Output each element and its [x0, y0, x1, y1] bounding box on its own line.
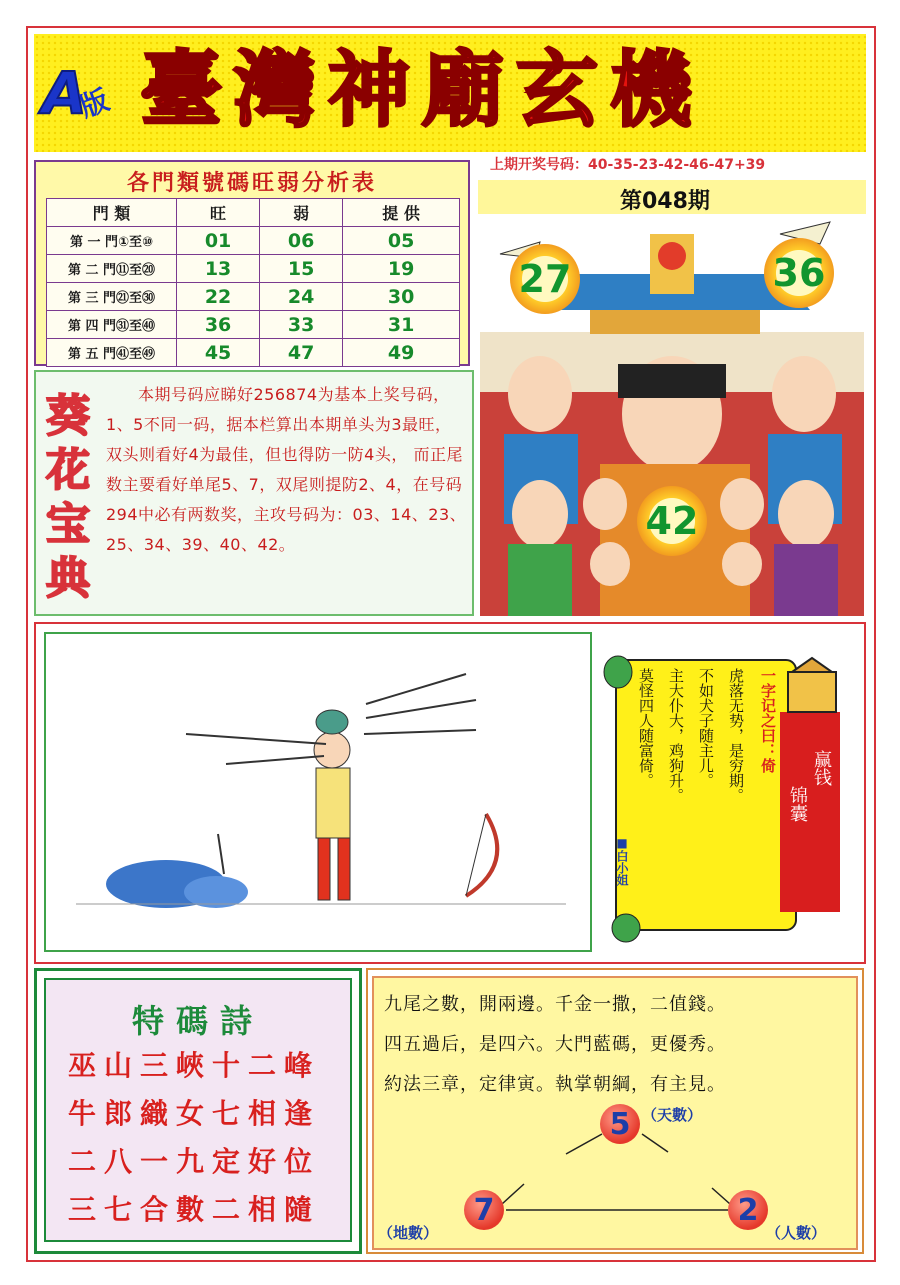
scroll-title: 一字记之曰：倚	[759, 668, 777, 773]
badge-letter: A	[42, 59, 87, 127]
poem-line: 巫山三峽十二峰	[68, 1049, 321, 1082]
wang-cell: 22	[177, 283, 260, 311]
number-ball-center: 42	[637, 486, 707, 556]
scroll-col2: 不如犬子随主儿。	[697, 668, 715, 788]
verse-line: 約法三章，定律寅。執掌朝綱，有主見。	[384, 1074, 726, 1095]
ti-cell: 49	[343, 339, 460, 367]
scroll-col3: 主大仆大，鸡狗升。	[667, 668, 685, 803]
table-row	[47, 311, 460, 339]
wang-cell: 36	[177, 311, 260, 339]
door-cell: 第 四 門㉛至㊵	[47, 311, 177, 339]
verse-box	[372, 976, 858, 1250]
page-title: 臺灣神廟玄機	[140, 42, 705, 138]
poem-title: 特碼詩	[131, 1002, 264, 1040]
ruo-cell: 47	[260, 339, 343, 367]
door-cell: 第 二 門⑪至⑳	[47, 255, 177, 283]
number-ball-left: 27	[510, 244, 580, 314]
col-header: 提 供	[343, 199, 460, 227]
number-ball-man: 2	[728, 1190, 768, 1230]
number-ball-right: 36	[764, 238, 834, 308]
wang-cell: 45	[177, 339, 260, 367]
col-header: 弱	[260, 199, 343, 227]
verse-line: 四五過后，是四六。大門藍碼，更優秀。	[384, 1034, 726, 1055]
issue-number: 第048期	[620, 189, 710, 214]
sunflower-box	[34, 370, 474, 616]
earth-label: （地數）	[378, 1224, 439, 1242]
table-row	[47, 339, 460, 367]
heaven-label: （天數）	[642, 1106, 703, 1124]
door-cell: 第 三 門㉑至㉚	[47, 283, 177, 311]
door-cell: 第 五 門㊶至㊾	[47, 339, 177, 367]
number-ball-earth: 7	[464, 1190, 504, 1230]
analysis-table	[46, 198, 460, 367]
ti-cell: 05	[343, 227, 460, 255]
poem-line: 牛郎織女七相逢	[68, 1097, 321, 1130]
poem-line: 三七合數二相隨	[68, 1193, 321, 1226]
ti-cell: 30	[343, 283, 460, 311]
table-row	[47, 283, 460, 311]
ruo-cell: 06	[260, 227, 343, 255]
door-cell: 第 一 門①至⑩	[47, 227, 177, 255]
poem-line: 二八一九定好位	[68, 1145, 321, 1178]
table-row	[47, 227, 460, 255]
badge-text: 版	[75, 83, 114, 124]
ti-cell: 31	[343, 311, 460, 339]
temple-illustration	[480, 214, 864, 616]
arrows-figure-image	[46, 634, 592, 952]
ti-cell: 19	[343, 255, 460, 283]
bag-text-pouch: 锦囊	[787, 786, 808, 822]
col-header: 旺	[177, 199, 260, 227]
scroll-author: ■白小姐	[615, 836, 629, 886]
analysis-table-box	[34, 160, 470, 366]
sunflower-text: 本期号码应睇好256874为基本上奖号码，1、5不同一码，据本栏算出本期单头为3最旺，双头则看好4为最佳，但也得防一防4头， 而正尾数主要看好单尾5、7，双尾则提防2、4，在号码294中必有两数奖，主攻号码为：03、14、23、25、34、39、40、42。	[106, 385, 467, 554]
last-draw-numbers: 上期开奖号码：40-35-23-42-46-47+39	[490, 157, 766, 173]
number-ball-heaven: 5	[600, 1104, 640, 1144]
bag-text-win: 赢钱	[811, 750, 832, 786]
wang-cell: 13	[177, 255, 260, 283]
archer-illustration	[44, 632, 592, 952]
bag-knot-icon	[782, 656, 842, 716]
wang-cell: 01	[177, 227, 260, 255]
poem-box	[44, 978, 352, 1242]
scroll-col4: 莫怪四人随富倚。	[637, 668, 655, 788]
col-header: 門 類	[47, 199, 177, 227]
sunflower-title: 葵花宝典	[46, 391, 90, 604]
analysis-title: 各門類號碼旺弱分析表	[126, 171, 377, 196]
edition-badge	[42, 58, 132, 128]
table-row	[47, 255, 460, 283]
ruo-cell: 15	[260, 255, 343, 283]
man-label: （人數）	[766, 1224, 827, 1242]
ruo-cell: 33	[260, 311, 343, 339]
scroll-col1: 虎落无势，是穷期。	[727, 668, 745, 803]
ruo-cell: 24	[260, 283, 343, 311]
verse-line: 九尾之數，開兩邊。千金一撒，二值錢。	[384, 994, 726, 1015]
